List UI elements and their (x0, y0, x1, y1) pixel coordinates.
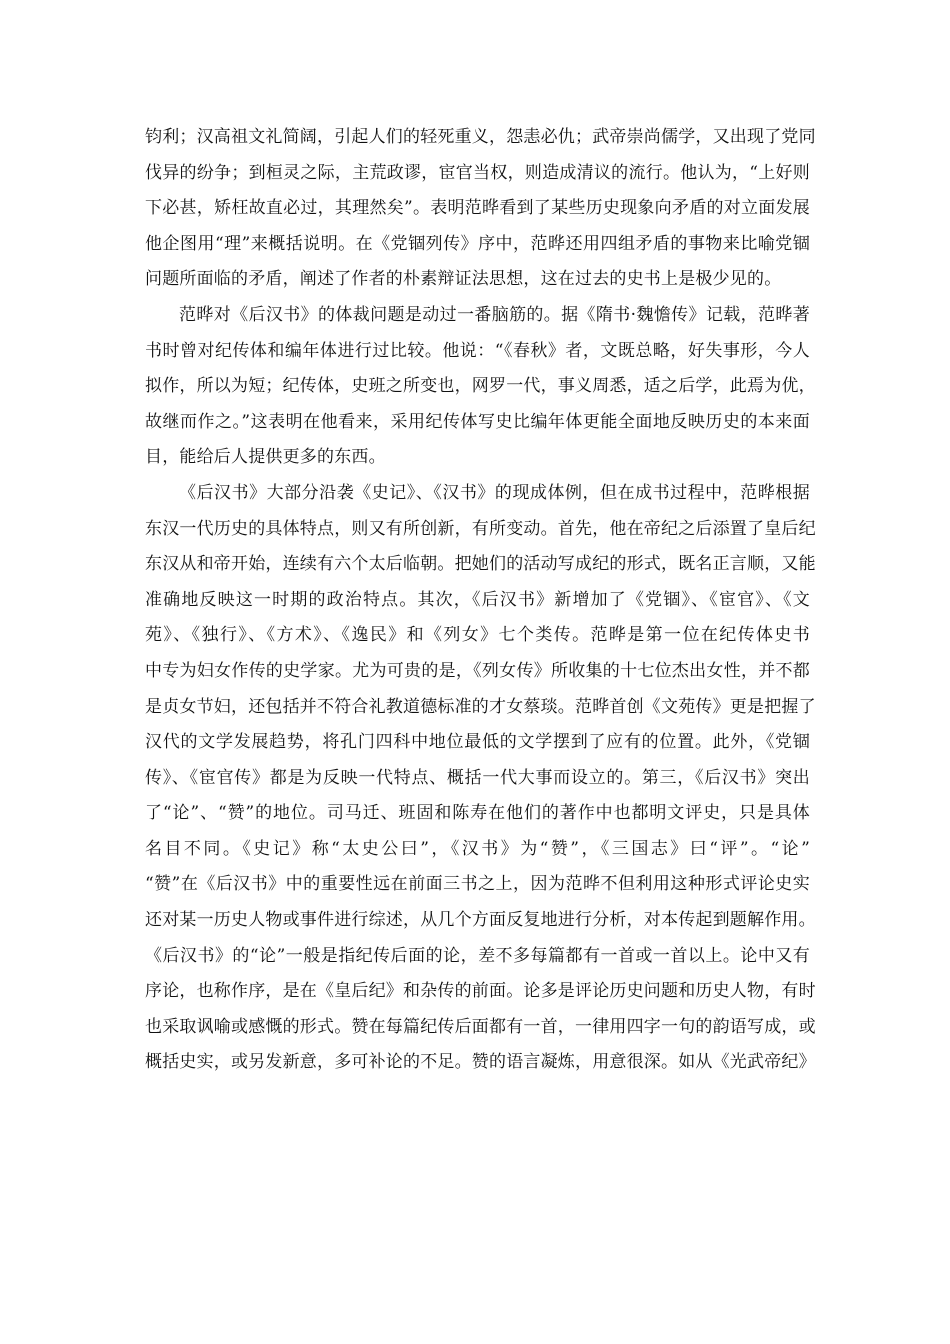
paragraph-first-line: 范晔对《后汉书》的体裁问题是动过一番脑筋的。据《隋书·魏憺传》记载，范晔著 (179, 304, 810, 325)
text-line: 也采取讽喻或感慨的形式。赞在每篇纪传后面都有一首，一律用四字一句的韵语写成，或 (145, 1016, 816, 1037)
text-line: 钧利；汉高祖文礼简阔，引起人们的轻死重义，怨恚必仇；武帝崇尚儒学，又出现了党同 (145, 127, 816, 147)
text-line: 序论，也称作序，是在《皇后纪》和杂传的前面。论多是评论历史问题和历史人物，有时 (145, 981, 816, 1002)
text-line: 他企图用“理”来概括说明。在《党锢列传》序中，范晔还用四组矛盾的事物来比喻党锢 (145, 233, 810, 254)
text-line: 还对某一历史人物或事件进行综述，从几个方面反复地进行分析，对本传起到题解作用。 (145, 910, 816, 931)
document-body (145, 120, 816, 1081)
text-line: 传》、《宦官传》都是为反映一代特点、概括一代大事而设立的。第三，《后汉书》突出 (145, 767, 810, 788)
text-line: 目，能给后人提供更多的东西。 (145, 447, 386, 468)
text-line: 下必甚，矫枉故直必过，其理然矣”。表明范晔看到了某些历史现象向矛盾的对立面发展 (145, 198, 810, 219)
text-line: 了“论”、“赞”的地位。司马迁、班固和陈寿在他们的著作中也都明文评史，只是具体 (145, 803, 810, 824)
text-line: 《后汉书》的“论”一般是指纪传后面的论，差不多每篇都有一首或一首以上。论中又有 (145, 945, 810, 966)
text-line: 概括史实，或另发新意，多可补论的不足。赞的语言凝炼，用意很深。如从《光武帝纪》 (145, 1052, 816, 1073)
text-line: 问题所面临的矛盾，阐述了作者的朴素辩证法思想，这在过去的史书上是极少见的。 (145, 269, 782, 290)
text-line: 东汉从和帝开始，连续有六个太后临朝。把她们的活动写成纪的形式，既名正言顺，又能 (145, 554, 816, 575)
text-line: 名目不同。《史记》称“太史公曰”，《汉书》为“赞”，《三国志》曰“评”。“论” (145, 838, 810, 859)
text-line: 拟作，所以为短；纪传体，史班之所变也，网罗一代，事义周悉，适之后学，此焉为优， (145, 376, 816, 397)
text-line: 苑》、《独行》、《方术》、《逸民》和《列女》七个类传。范晔是第一位在纪传体史书 (145, 625, 810, 646)
text-line: 东汉一代历史的具体特点，则又有所创新，有所变动。首先，他在帝纪之后添置了皇后纪 (145, 518, 816, 539)
text-line: 故继而作之。”这表明在他看来，采用纪传体写史比编年体更能全面地反映历史的本来面 (145, 411, 810, 432)
text-line: 是贞女节妇，还包括并不符合礼教道德标准的才女蔡琰。范晔首创《文苑传》更是把握了 (145, 696, 816, 717)
text-line: “赞”在《后汉书》中的重要性远在前面三书之上，因为范晔不但利用这种形式评论史实 (145, 874, 810, 895)
text-line: 伐异的纷争；到桓灵之际，主荒政谬，宦官当权，则造成清议的流行。他认为，“上好则 (145, 162, 810, 183)
paragraph-first-line: 《后汉书》大部分沿袭《史记》、《汉书》的现成体例，但在成书过程中，范晔根据 (179, 482, 810, 503)
text-line: 准确地反映这一时期的政治特点。其次，《后汉书》新增加了《党锢》、《宦官》、《文 (145, 589, 810, 610)
text-line: 中专为妇女作传的史学家。尤为可贵的是，《列女传》所收集的十七位杰出女性，并不都 (145, 660, 810, 681)
text-line: 书时曾对纪传体和编年体进行过比较。他说：“《春秋》者，文既总略，好失事形，今人 (145, 340, 810, 361)
text-line: 汉代的文学发展趋势，将孔门四科中地位最低的文学摆到了应有的位置。此外，《党锢 (145, 732, 810, 753)
